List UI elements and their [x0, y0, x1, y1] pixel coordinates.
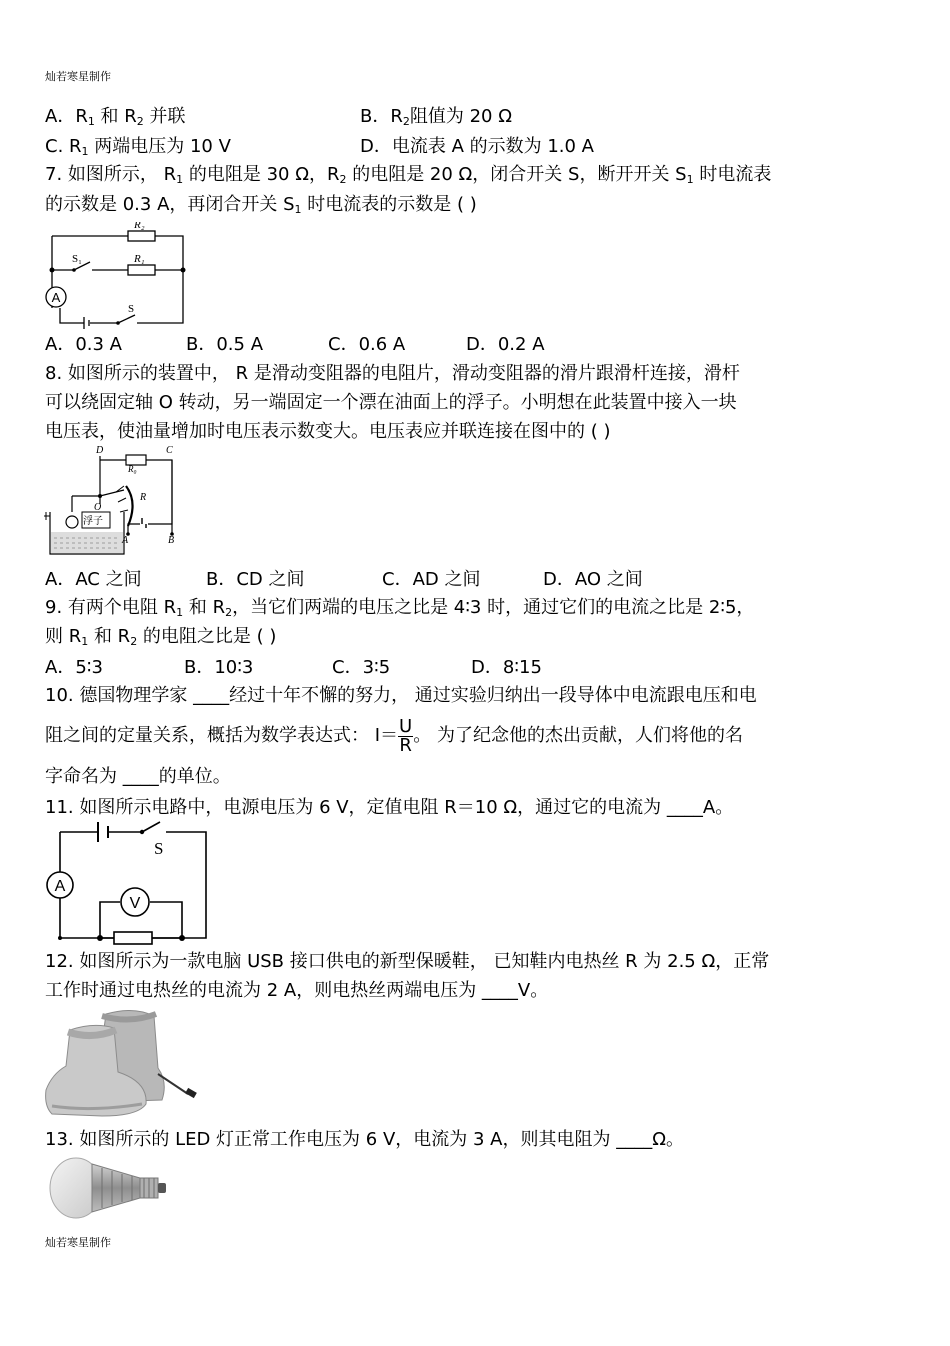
q8-stem-line1: 8. 如图所示的装置中， R 是滑动变阻器的电阻片，滑动变阻器的滑片跟滑杆连接，滑杆 [45, 363, 740, 384]
q9-option-c: C．3∶5 [332, 657, 391, 678]
q9-option-a: A．5∶3 [45, 657, 103, 678]
q8-option-b: B．CD 之间 [206, 569, 305, 590]
q11-fig-ammeter-label: A [54, 878, 66, 895]
header-watermark: 灿若寒星制作 [45, 70, 111, 83]
q10-stem-line1: 10. 德国物理学家 ____经过十年不懈的努力， 通过实验归纳出一段导体中电流跟电压和电 [45, 685, 757, 706]
usb-heated-boots-image [42, 1002, 202, 1120]
q12-stem-line1: 12. 如图所示为一款电脑 USB 接口供电的新型保暖鞋， 已知鞋内电热丝 R 为 2.5 Ω，正常 [45, 951, 770, 972]
q6-option-b: B．$R_2$阻值为 20 Ω [360, 106, 512, 128]
q9-option-d: D．8∶15 [471, 657, 542, 678]
q7-option-a: A．0.3 A [45, 334, 122, 355]
q8-option-d: D．AO 之间 [543, 569, 643, 590]
q7-fig-ammeter-label: A [51, 290, 61, 305]
q8-stem-line2: 可以绕固定轴 O 转动，另一端固定一个漂在油面上的浮子。小明想在此装置中接入一块 [45, 392, 737, 413]
q7-fig-r2-label: R₂ [134, 222, 145, 231]
q8-fig-float-label: 浮子 [83, 516, 103, 527]
q7-stem-line1: 7. 如图所示， $R_1$ 的电阻是 30 Ω，$R_2$ 的电阻是 20 Ω，闭合开关 S，断开开关 $S_1$ 时电流表 [45, 164, 772, 186]
q8-fig-b-label: B [168, 535, 175, 546]
q13-stem: 13. 如图所示的 LED 灯正常工作电压为 6 V，电流为 3 A，则其电阻为 ____Ω。 [45, 1129, 684, 1150]
q9-stem-line1: 9. 有两个电阻 $R_1$ 和 $R_2$，当它们两端的电压之比是 4∶3 时，通过它们的电流之比是 2∶5， [45, 597, 755, 619]
q10-stem-line2: 阻之间的定量关系，概括为数学表达式： I＝ $\frac{U}{R}$ 。 为了纪念他的杰出贡献，人们将他的名 [45, 715, 743, 756]
q11-circuit-diagram [42, 818, 212, 946]
q8-stem-line3: 电压表，使油量增加时电压表示数变大。电压表应并联连接在图中的 ( ) [45, 421, 611, 442]
q11-fig-voltmeter-label: V [129, 895, 141, 912]
q6-option-a: A．$R_1$ 和 $R_2$ 并联 [45, 106, 186, 128]
q7-option-d: D．0.2 A [466, 334, 545, 355]
q11-fig-s-label: S [154, 839, 164, 858]
q6-option-d: D．电流表 A 的示数为 1.0 A [360, 136, 594, 157]
q11-stem: 11. 如图所示电路中，电源电压为 6 V，定值电阻 R＝10 Ω，通过它的电流为 ____A。 [45, 797, 734, 818]
q12-stem-line2: 工作时通过电热丝的电流为 2 A，则电热丝两端电压为 ____V。 [45, 980, 549, 1001]
q7-option-b: B．0.5 A [186, 334, 264, 355]
q8-fig-a-label: A [122, 535, 129, 546]
q9-stem-line2: 则 $R_1$ 和 $R_2$ 的电阻之比是 ( ) [45, 626, 277, 648]
q7-stem-line2: 的示数是 0.3 A，再闭合开关 $S_1$ 时电流表的示数是 ( ) [45, 194, 477, 216]
q8-fig-o-label: O [94, 502, 102, 513]
led-bulb-image [44, 1156, 170, 1222]
q8-fig-r0-label: R₀ [128, 464, 137, 474]
q9-option-b: B．10∶3 [184, 657, 254, 678]
q8-option-a: A．AC 之间 [45, 569, 142, 590]
q8-option-c: C．AD 之间 [382, 569, 481, 590]
q8-oil-gauge-diagram [42, 442, 182, 562]
q7-circuit-diagram [42, 222, 192, 330]
q6-option-c: C. $R_1$ 两端电压为 10 V [45, 136, 231, 158]
q7-fig-s-label: S [128, 303, 135, 315]
q8-fig-r-label: R [140, 492, 147, 503]
q7-fig-s1-label: S₁ [72, 253, 82, 265]
q7-fig-r1-label: R₁ [134, 253, 145, 265]
footer-watermark: 灿若寒星制作 [45, 1236, 111, 1249]
ohms-law-fraction: $\frac{U}{R}$ [399, 715, 413, 756]
q8-fig-d-label: D [96, 445, 104, 456]
q7-option-c: C．0.6 A [328, 334, 406, 355]
q10-stem-line3: 字命名为 ____的单位。 [45, 766, 231, 787]
q8-fig-c-label: C [166, 445, 173, 456]
